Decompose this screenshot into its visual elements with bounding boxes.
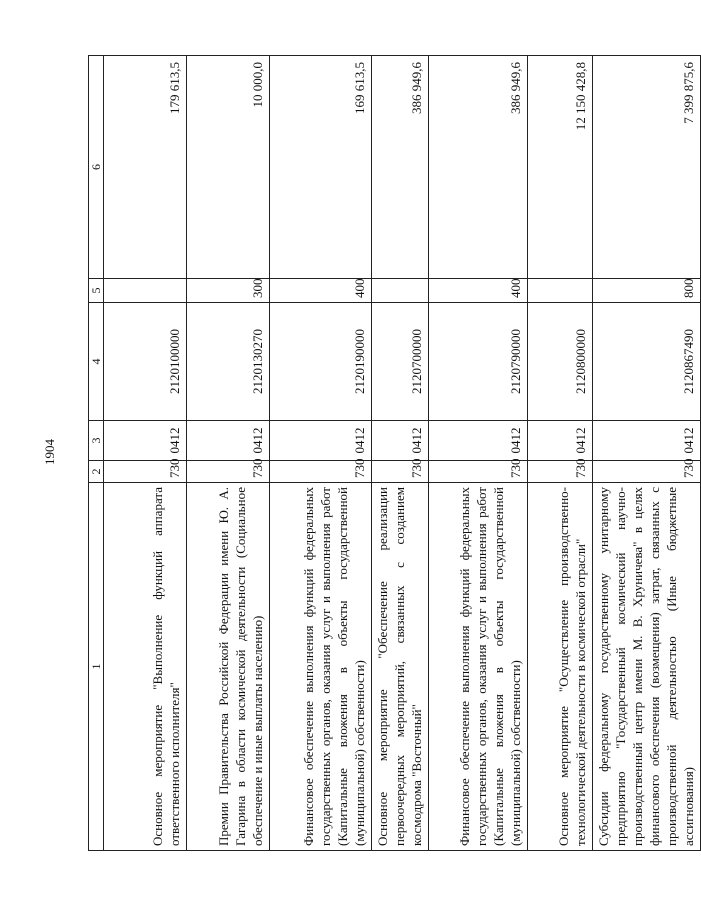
row-sum: 10 000,0 bbox=[187, 56, 270, 279]
row-rz: 0412 bbox=[429, 421, 528, 461]
row-name: Основное мероприятие "Осуществление производственно-технологической деятельности в космической отрасли" bbox=[528, 483, 593, 851]
table-row bbox=[104, 56, 187, 851]
row-rz: 0412 bbox=[372, 421, 429, 461]
row-gr: 730 bbox=[372, 461, 429, 483]
row-gr: 730 bbox=[270, 461, 372, 483]
row-sum: 386 949,6 bbox=[372, 56, 429, 279]
row-cs: 2120790000 bbox=[429, 303, 528, 421]
header-col-4: 4 bbox=[89, 303, 104, 421]
row-vr: 800 bbox=[593, 279, 701, 303]
row-cs: 2120800000 bbox=[528, 303, 593, 421]
row-rz: 0412 bbox=[528, 421, 593, 461]
row-name: Финансовое обеспечение выполнения функций федеральных государственных органов, оказания услуг и выполнения работ (Капитальные вложения в объекты государственной (муниципальной) собственности) bbox=[429, 483, 528, 851]
row-sum: 7 399 875,6 bbox=[593, 56, 701, 279]
row-name: Основное мероприятие "Обеспечение реализации первоочередных мероприятий, связанных с созданием космодрома "Восточный" bbox=[372, 483, 429, 851]
row-vr: 400 bbox=[270, 279, 372, 303]
row-name: Субсидии федеральному государственному унитарному предприятию "Государственный космический научно-производственный центр имени М. В. Хруничева" в целях финансового обеспечения (возмещения) затрат, связанных с производственной деятельностью (Иные бюджетные ассигнования) bbox=[593, 483, 701, 851]
row-gr: 730 bbox=[187, 461, 270, 483]
row-vr: 400 bbox=[429, 279, 528, 303]
header-col-5: 5 bbox=[89, 279, 104, 303]
row-rz: 0412 bbox=[593, 421, 701, 461]
header-col-2: 2 bbox=[89, 461, 104, 483]
row-vr bbox=[104, 279, 187, 303]
table-row bbox=[429, 56, 528, 851]
row-gr: 730 bbox=[528, 461, 593, 483]
budget-table bbox=[88, 55, 701, 851]
row-cs: 2120130270 bbox=[187, 303, 270, 421]
row-name: Финансовое обеспечение выполнения функций федеральных государственных органов, оказания услуг и выполнения работ (Капитальные вложения в объекты государственной (муниципальной) собственности) bbox=[270, 483, 372, 851]
row-gr: 730 bbox=[429, 461, 528, 483]
row-cs: 2120100000 bbox=[104, 303, 187, 421]
header-col-1: 1 bbox=[89, 483, 104, 851]
row-sum: 12 150 428,8 bbox=[528, 56, 593, 279]
row-vr bbox=[528, 279, 593, 303]
row-vr: 300 bbox=[187, 279, 270, 303]
page-number: 1904 bbox=[42, 439, 57, 465]
row-sum: 169 613,5 bbox=[270, 56, 372, 279]
table-row bbox=[187, 56, 270, 851]
row-sum: 386 949,6 bbox=[429, 56, 528, 279]
row-cs: 2120190000 bbox=[270, 303, 372, 421]
row-gr: 730 bbox=[104, 461, 187, 483]
header-row bbox=[89, 56, 104, 851]
row-rz: 0412 bbox=[187, 421, 270, 461]
table-row bbox=[528, 56, 593, 851]
row-name: Основное мероприятие "Выполнение функций аппарата ответственного исполнителя" bbox=[104, 483, 187, 851]
row-sum: 179 613,5 bbox=[104, 56, 187, 279]
row-rz: 0412 bbox=[270, 421, 372, 461]
table-row bbox=[270, 56, 372, 851]
header-col-6: 6 bbox=[89, 56, 104, 279]
row-name: Премии Правительства Российской Федерации имени Ю. А. Гагарина в области космической деятельности (Социальное обеспечение и иные выплаты населению) bbox=[187, 483, 270, 851]
row-vr bbox=[372, 279, 429, 303]
header-col-3: 3 bbox=[89, 421, 104, 461]
table-row bbox=[372, 56, 429, 851]
row-cs: 2120867490 bbox=[593, 303, 701, 421]
row-gr: 730 bbox=[593, 461, 701, 483]
rotated-table-wrapper bbox=[88, 56, 696, 851]
table-row bbox=[593, 56, 701, 851]
row-rz: 0412 bbox=[104, 421, 187, 461]
row-cs: 2120700000 bbox=[372, 303, 429, 421]
